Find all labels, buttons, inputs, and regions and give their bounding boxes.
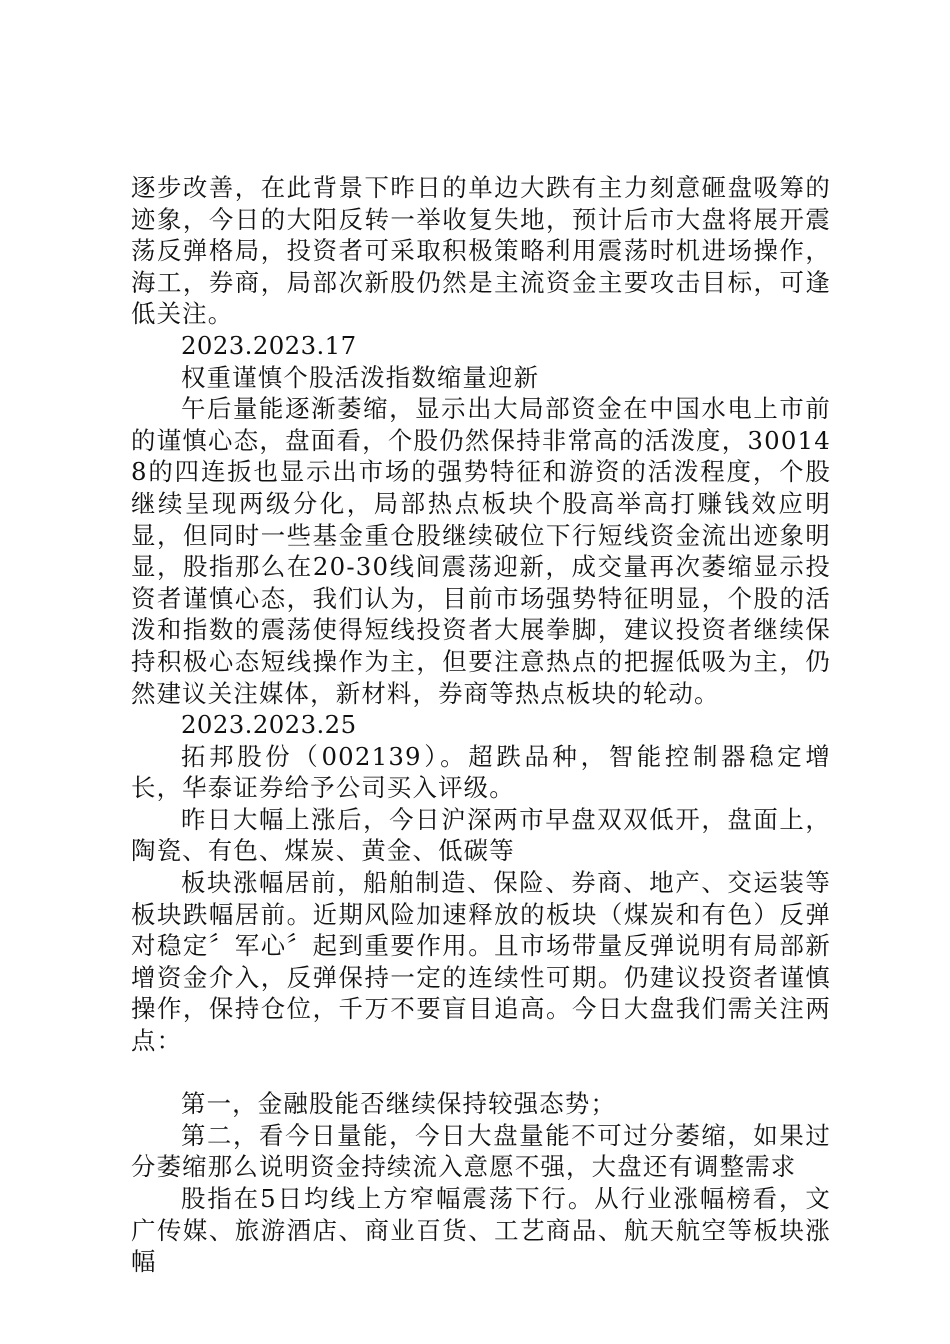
paragraph: 板块涨幅居前，船舶制造、保险、券商、地产、交运装等板块跌幅居前。近期风险加速释放的板块（煤炭和有色）反弹对稳定〞军心〞起到重要作用。且市场带量反弹说明有局部新增资金介入，反弹保持一定的连续性可期。仍建议投资者谨慎操作，保持仓位，千万不要盲目追高。今日大盘我们需关注两点：	[131, 868, 831, 1056]
section-heading: 权重谨慎个股活泼指数缩量迎新	[181, 362, 540, 392]
paragraph: 第一，金融股能否继续保持较强态势；	[181, 1089, 617, 1119]
paragraph: 午后量能逐渐萎缩，显示出大局部资金在中国水电上市前的谨慎心态，盘面看，个股仍然保持非常高的活泼度，300148的四连扳也显示出市场的强势特征和游资的活泼程度，个股继续呈现两级分化，局部热点板块个股高举高打赚钱效应明显，但同时一些基金重仓股继续破位下行短线资金流出迹象明显，股指那么在20-30线间震荡迎新，成交量再次萎缩显示投资者谨慎心态，我们认为，目前市场强势特征明显，个股的活泼和指数的震荡使得短线投资者大展拳脚，建议投资者继续保持积极心态短线操作为主，但要注意热点的把握低吸为主，仍然建议关注媒体，新材料，券商等热点板块的轮动。	[131, 394, 831, 708]
date-line: 2023.2023.17	[181, 330, 357, 360]
paragraph-continuation: 逐步改善，在此背景下昨日的单边大跌有主力刻意砸盘吸筹的迹象，今日的大阳反转一举收复失地，预计后市大盘将展开震荡反弹格局，投资者可采取积极策略利用震荡时机进场操作，海工，券商，局部次新股仍然是主流资金主要攻击目标，可逢低关注。	[131, 173, 831, 329]
blank-line	[131, 1057, 831, 1089]
paragraph: 昨日大幅上涨后，今日沪深两市早盘双双低开，盘面上，陶瓷、有色、煤炭、黄金、低碳等	[131, 804, 831, 866]
paragraph: 股指在5日均线上方窄幅震荡下行。从行业涨幅榜看，文广传媒、旅游酒店、商业百货、工艺商品、航天航空等板块涨幅	[131, 1184, 831, 1277]
document-body	[131, 172, 831, 1278]
date-line: 2023.2023.25	[181, 710, 357, 740]
paragraph: 第二，看今日量能，今日大盘量能不可过分萎缩，如果过分萎缩那么说明资金持续流入意愿不强，大盘还有调整需求	[131, 1120, 831, 1182]
paragraph: 拓邦股份（002139）。超跌品种，智能控制器稳定增长，华泰证券给予公司买入评级。	[131, 741, 831, 803]
